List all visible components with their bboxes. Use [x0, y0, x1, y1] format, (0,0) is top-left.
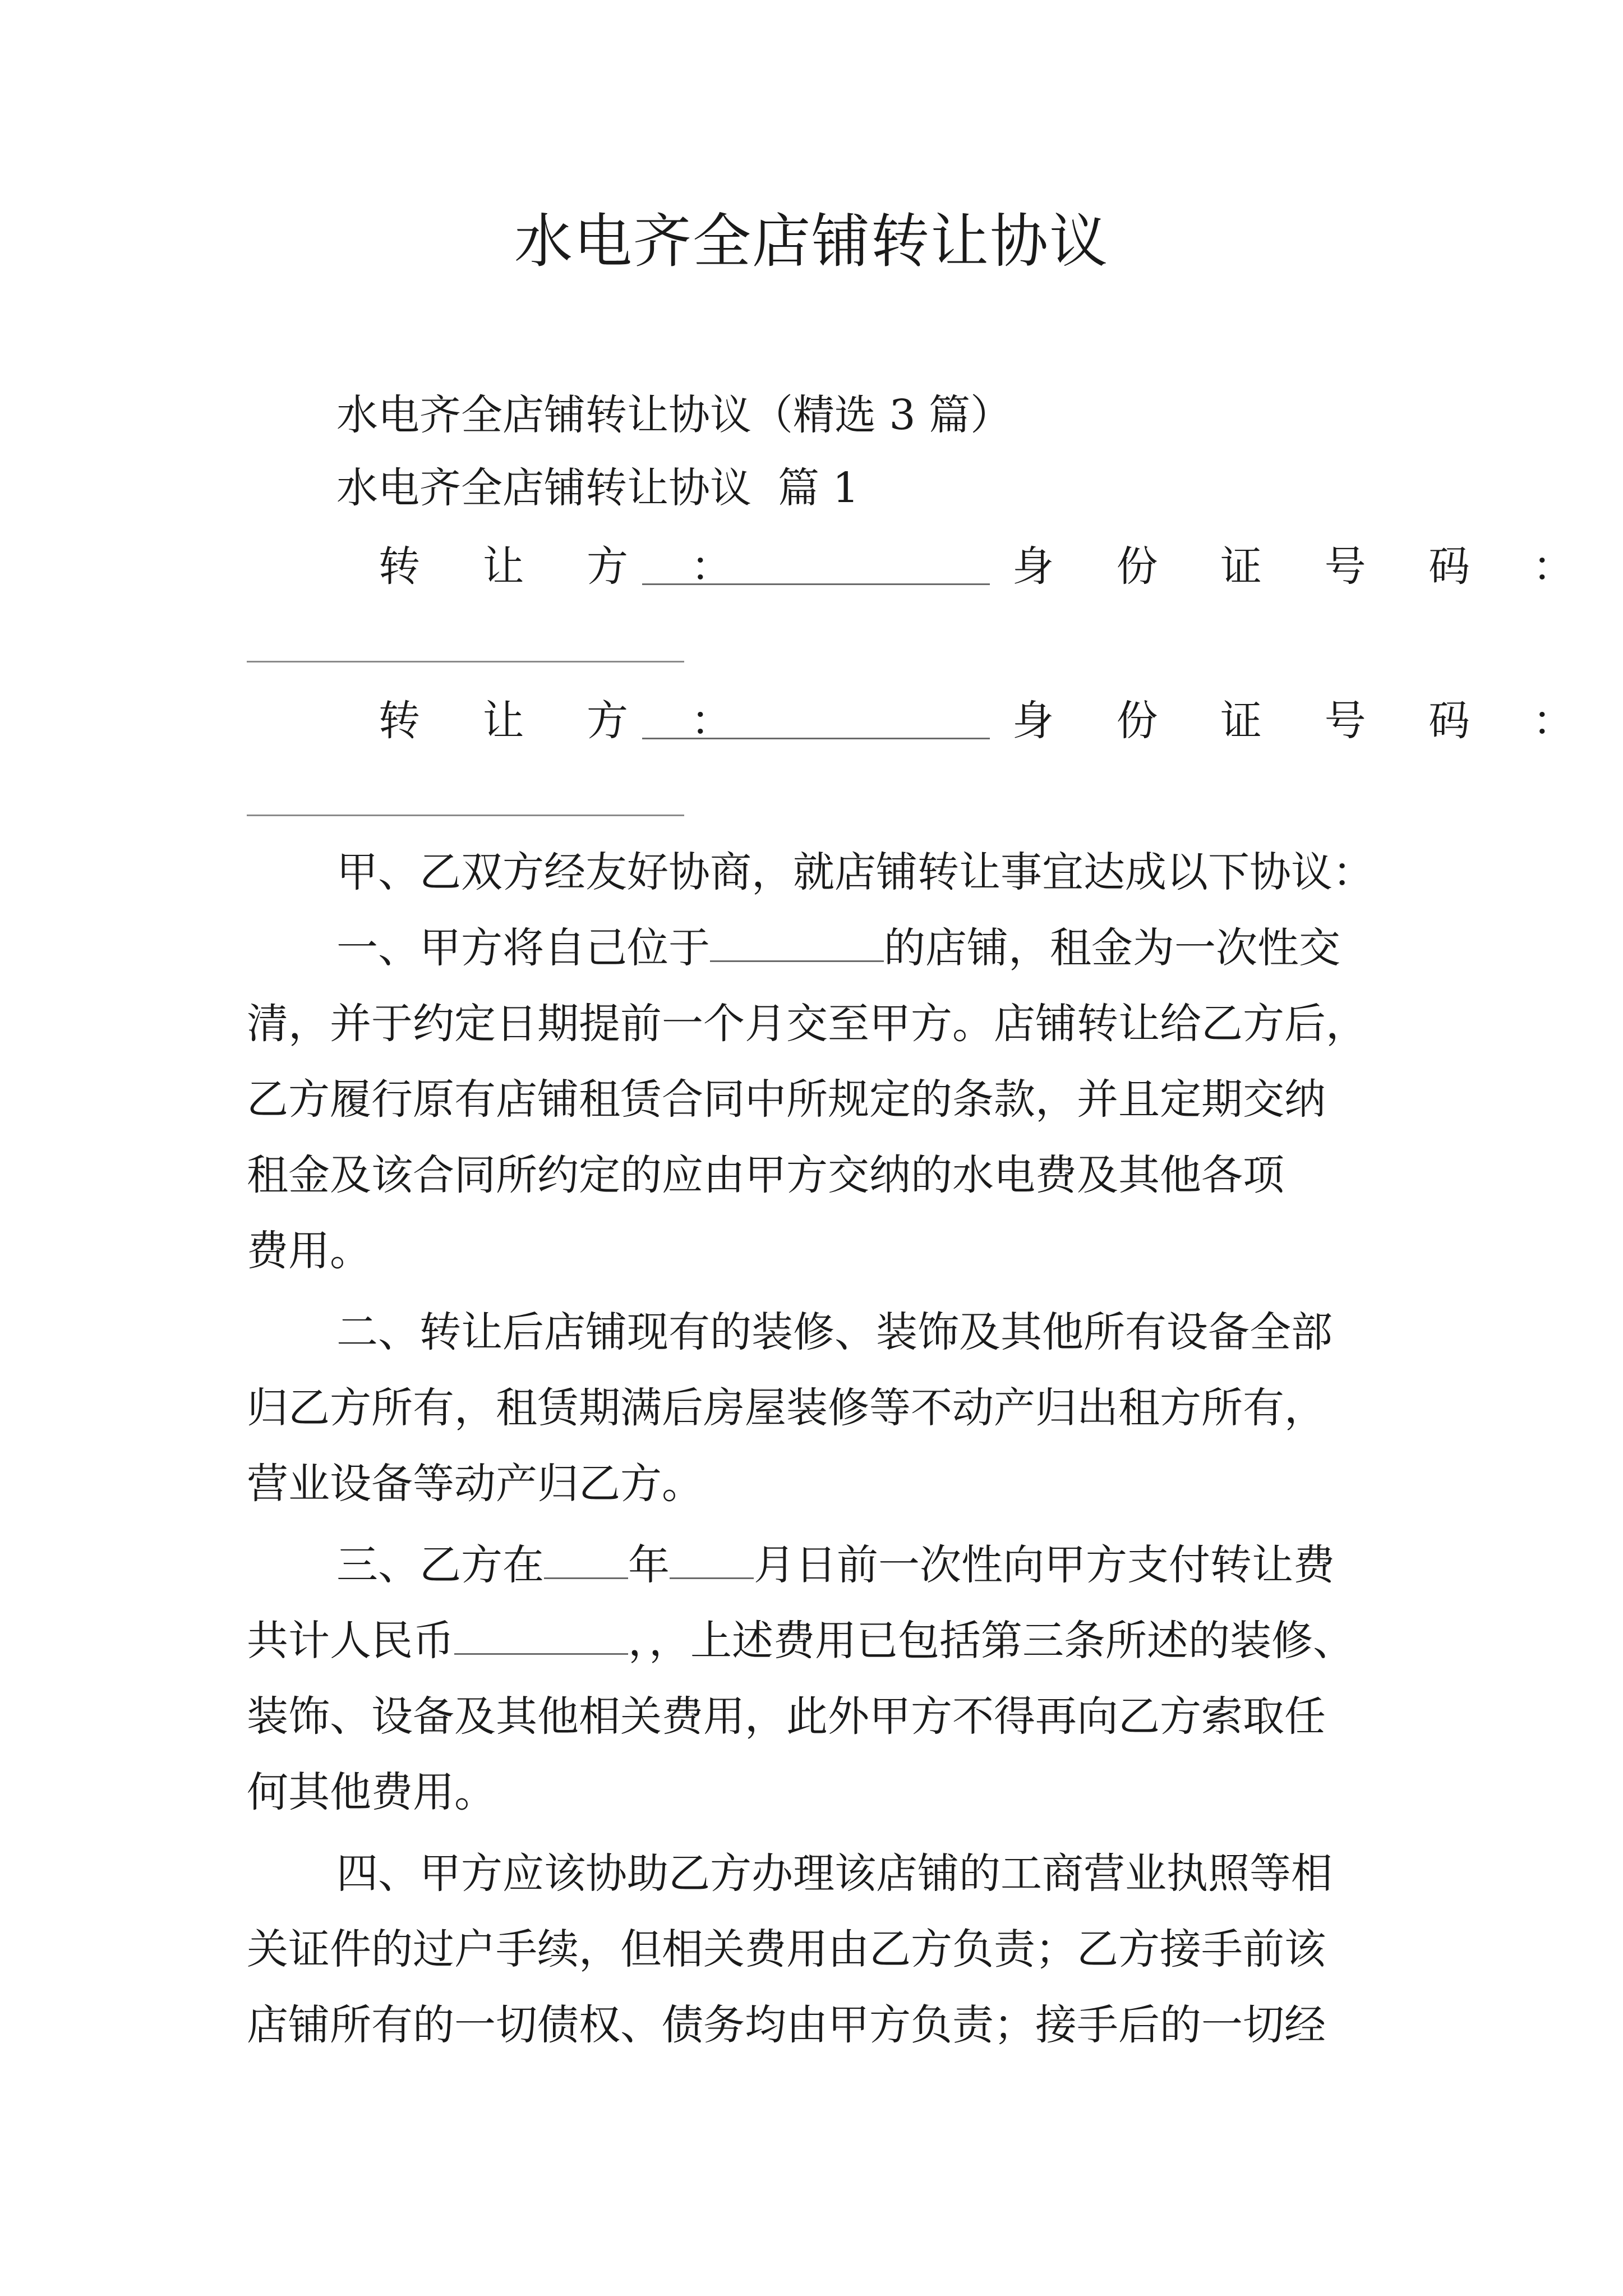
- clause3-text-e: ，，上述费用已包括第三条所述的装修、: [628, 1617, 1354, 1665]
- clause4-line2: 关证件的过户手续，但相关费用由乙方负责；乙方接手前该: [247, 1925, 1326, 1973]
- clause3-amount-blank: [454, 1614, 628, 1655]
- clause2-line3: 营业设备等动产归乙方。: [247, 1460, 703, 1508]
- clause2-line1: 二、转让后店铺现有的装修、装饰及其他所有设备全部: [336, 1308, 1332, 1356]
- clause1-text-b: 的店铺，租金为一次性交: [884, 924, 1340, 972]
- party1-id-label: 身 份 证 号 码 ：: [1012, 542, 1599, 591]
- clause4-line3: 店铺所有的一切债权、债务均由甲方负责；接手后的一切经: [247, 2001, 1326, 2049]
- party1-label: 转 让 方 ：: [379, 542, 757, 591]
- intro-paragraph: 甲、乙双方经友好协商，就店铺转让事宜达成以下协议：: [336, 848, 1374, 896]
- party2-name-blank: [642, 738, 990, 739]
- clause3-year-blank: [544, 1538, 628, 1579]
- clause1-text-a: 一、甲方将自己位于: [336, 924, 710, 972]
- clause3-text-a: 三、乙方在: [336, 1541, 544, 1589]
- clause2-line2: 归乙方所有，租赁期满后房屋装修等不动产归出租方所有，: [247, 1384, 1326, 1432]
- party2-label: 转 让 方 ：: [379, 697, 757, 745]
- party1-id-blank: [247, 661, 684, 662]
- clause1-location-blank: [710, 921, 884, 962]
- clause1-line5: 费用。: [247, 1227, 371, 1275]
- party2-id-row: [1012, 693, 1599, 749]
- clause3-text-c: 月日前一次性向甲方支付转让费: [754, 1541, 1335, 1589]
- clause1-line1: [336, 920, 1340, 976]
- party1-row: [379, 539, 757, 595]
- section-heading: 水电齐全店铺转让协议 篇 1: [336, 464, 859, 512]
- clause3-line3: 装饰、设备及其他相关费用，此外甲方不得再向乙方索取任: [247, 1692, 1326, 1741]
- party2-id-label: 身 份 证 号 码 ：: [1012, 697, 1599, 745]
- clause3-month-blank: [670, 1538, 754, 1579]
- clause1-line3: 乙方履行原有店铺租赁合同中所规定的条款，并且定期交纳: [247, 1075, 1326, 1124]
- clause3-text-b: 年: [628, 1541, 670, 1589]
- party2-id-blank: [247, 815, 684, 816]
- party1-name-blank: [642, 583, 990, 585]
- clause3-line2: [247, 1613, 1354, 1669]
- clause1-line4: 租金及该合同所约定的应由甲方交纳的水电费及其他各项: [247, 1151, 1284, 1199]
- party1-id-row: [1012, 539, 1599, 595]
- clause3-line4: 何其他费用。: [247, 1768, 496, 1816]
- document-title: 水电齐全店铺转让协议: [514, 207, 1109, 275]
- document-subtitle: 水电齐全店铺转让协议（精选 3 篇）: [336, 391, 1012, 439]
- clause3-line1: [336, 1537, 1335, 1593]
- party2-row: [379, 693, 757, 749]
- clause1-line2: 清，并于约定日期提前一个月交至甲方。店铺转让给乙方后，: [247, 1000, 1367, 1048]
- clause3-text-d: 共计人民币: [247, 1617, 454, 1665]
- clause4-line1: 四、甲方应该协助乙方办理该店铺的工商营业执照等相: [336, 1849, 1332, 1898]
